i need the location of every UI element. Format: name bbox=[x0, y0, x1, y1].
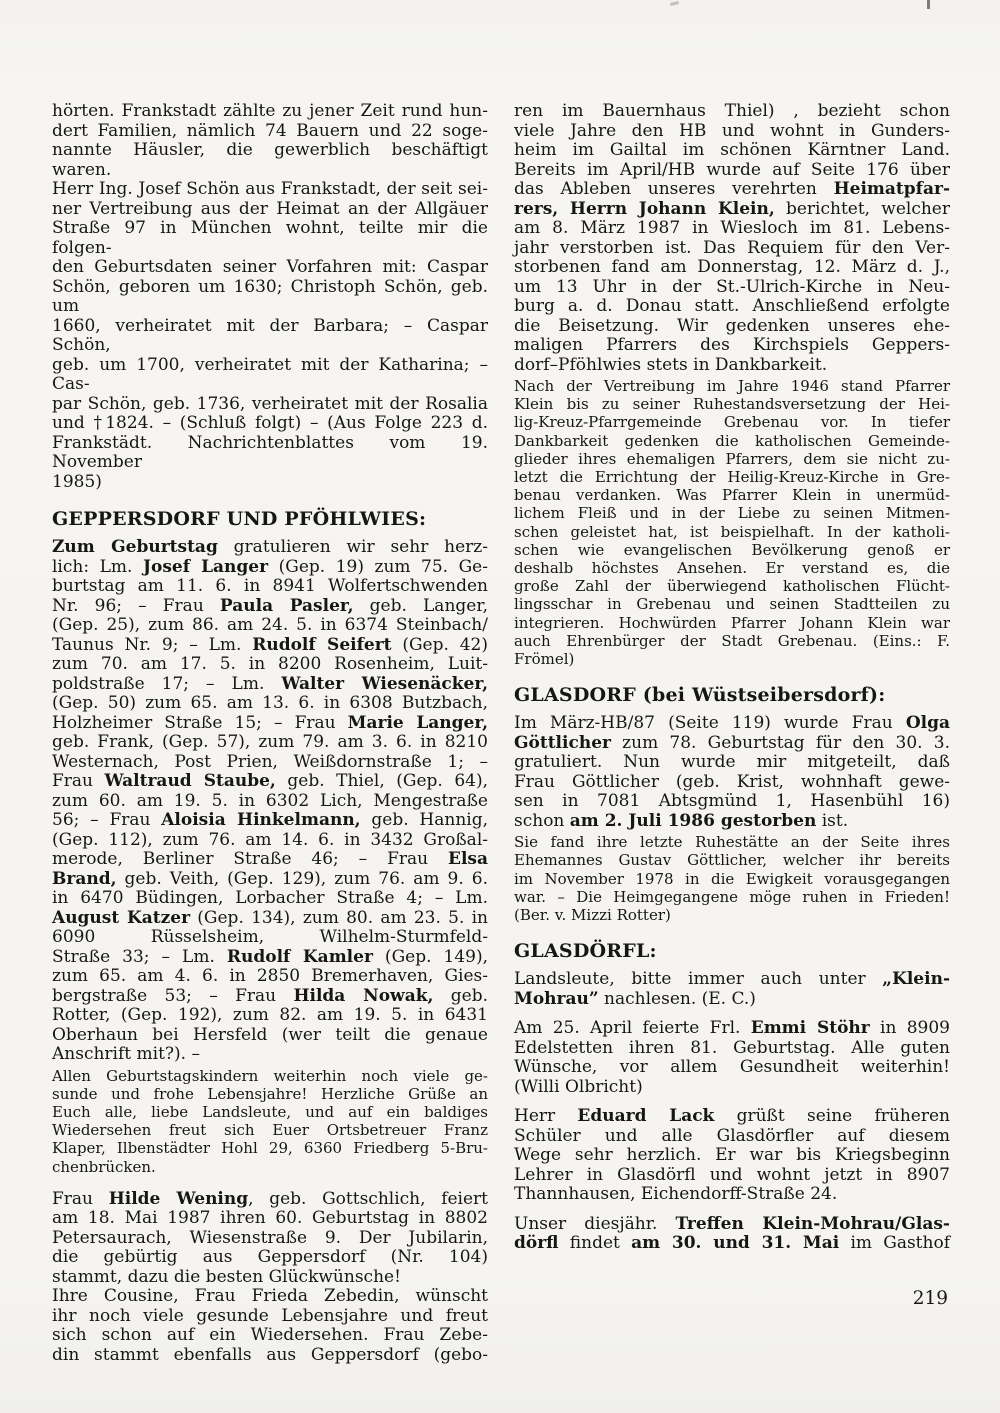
text-run: Edelstetten ihren 81. Geburtstag. Alle guten bbox=[514, 1037, 950, 1058]
text-line bbox=[52, 1307, 488, 1327]
text-line bbox=[514, 258, 950, 278]
text-line bbox=[52, 1346, 488, 1366]
text-line bbox=[514, 413, 950, 431]
text-run: geb. Frank, (Gep. 57), zum 79. am 3. 6. in 8210 bbox=[52, 732, 488, 752]
text-run: zum 60. am 19. 5. in 6302 Lich, Mengestraße bbox=[52, 790, 488, 811]
text-run: Wünsche, vor allem Gesundheit weiterhin! bbox=[514, 1057, 950, 1078]
scan-artifact bbox=[670, 1, 679, 6]
text-run: Frau bbox=[52, 1188, 109, 1209]
section-heading: GLASDÖRFL: bbox=[514, 940, 657, 963]
text-run: heim im Gailtal im schönen Kärntner Land. bbox=[514, 140, 950, 160]
text-line bbox=[514, 297, 950, 317]
text-line bbox=[514, 792, 950, 812]
text-run: schen geleistet hat, ist beispielhaft. In der katholi- bbox=[514, 522, 950, 541]
text-line bbox=[514, 632, 950, 650]
text-run: war. – Die Heimgegangene möge ruhen in Frieden! bbox=[514, 887, 950, 906]
text-line bbox=[52, 948, 488, 968]
text-run: am 18. Mai 1987 ihren 60. Geburtstag in 8802 bbox=[52, 1208, 488, 1229]
section-heading: GLASDORF (bei Wüstseibersdorf): bbox=[514, 684, 886, 707]
text-run: den Geburtsdaten seiner Vorfahren mit: Caspar bbox=[52, 257, 488, 277]
text-line bbox=[52, 141, 488, 180]
text-line bbox=[52, 102, 488, 122]
text-line bbox=[514, 278, 950, 298]
text-run: Klaper, Ilbenstädter Hohl 29, 6360 Friedberg 5-Bru- bbox=[52, 1139, 488, 1158]
text-run: geb. um 1700, verheiratet mit der Katharina; – Cas- bbox=[52, 354, 488, 394]
text-run: letzt die Errichtung der Heilig-Kreuz-Kirche in Gre- bbox=[514, 468, 950, 487]
text-line bbox=[514, 595, 950, 613]
text-run: Im März-HB/87 (Seite 119) wurde Frau bbox=[514, 713, 906, 734]
text-line bbox=[514, 200, 950, 220]
text-run: findet bbox=[558, 1233, 632, 1254]
text-run: sunde und frohe Lebensjahre! Herzliche Grüße an bbox=[52, 1084, 488, 1103]
text-line bbox=[52, 967, 488, 987]
text-line bbox=[514, 753, 950, 773]
bold-text-run: Heimatpfar- bbox=[833, 179, 950, 199]
text-line bbox=[52, 909, 488, 929]
text-run: die gebürtig aus Geppersdorf (Nr. 104) bbox=[52, 1247, 488, 1268]
paragraph bbox=[514, 714, 950, 831]
text-line bbox=[514, 1185, 950, 1205]
text-run: Holzheimer Straße 15; – Frau bbox=[52, 712, 348, 733]
text-line bbox=[52, 772, 488, 792]
text-run: geb. Thiel, (Gep. 64), bbox=[275, 771, 489, 791]
bold-text-run: Marie Langer, bbox=[347, 712, 489, 733]
text-run: chenbrücken. bbox=[52, 1157, 156, 1176]
text-run: Frömel) bbox=[514, 650, 575, 669]
text-line bbox=[514, 559, 950, 577]
text-line bbox=[514, 1234, 950, 1254]
text-run: Schön, geboren um 1630; Christoph Schön, geb. um bbox=[52, 276, 488, 316]
text-line bbox=[52, 538, 488, 558]
text-line bbox=[514, 851, 950, 869]
text-line bbox=[52, 122, 488, 142]
bold-text-run: Treffen Klein-Mohrau/Glas- bbox=[675, 1213, 950, 1234]
paragraph bbox=[52, 102, 488, 492]
bold-text-run: Rudolf Seifert bbox=[252, 634, 392, 655]
text-run: (Ber. v. Mizzi Rotter) bbox=[514, 906, 671, 925]
text-line bbox=[52, 1006, 488, 1026]
text-run: jahr verstorben ist. Das Requiem für den Ver- bbox=[514, 237, 950, 258]
bold-text-run: August Katzer bbox=[52, 907, 191, 928]
text-line bbox=[514, 180, 950, 200]
text-run: Am 25. April feierte Frl. bbox=[514, 1018, 751, 1039]
text-run: Lehrer in Glasdörfl und wohnt jetzt in 8907 bbox=[514, 1164, 950, 1185]
text-line bbox=[52, 1026, 488, 1046]
text-run: viele Jahre den HB und wohnt in Gunders- bbox=[514, 120, 950, 141]
text-line bbox=[514, 714, 950, 734]
text-line bbox=[514, 1215, 950, 1235]
text-line bbox=[52, 655, 488, 675]
paragraph bbox=[514, 102, 950, 375]
text-run: nachlesen. (E. C.) bbox=[598, 988, 756, 1009]
text-run: ren im Bauernhaus Thiel) , bezieht schon bbox=[514, 101, 950, 121]
text-run: (Gep. 112), zum 76. am 14. 6. in 3432 Großal- bbox=[52, 829, 488, 850]
text-line bbox=[52, 811, 488, 831]
text-line bbox=[52, 200, 488, 220]
text-line bbox=[52, 1190, 488, 1210]
text-run: dorf–Pföhlwies stets in Dankbarkeit. bbox=[514, 354, 828, 375]
text-line bbox=[52, 414, 488, 434]
text-run: das Ableben unseres verehrten bbox=[514, 179, 834, 199]
text-run: Nach der Vertreibung im Jahre 1946 stand Pfarrer bbox=[514, 377, 950, 395]
text-run: schen wie evangelischen Bevölkerung genoß er bbox=[514, 540, 950, 559]
text-run: hörten. Frankstadt zählte zu jener Zeit rund hun- bbox=[52, 101, 488, 121]
text-run: storbenen fand am Donnerstag, 12. März d. J., bbox=[514, 257, 950, 277]
text-run: merode, Berliner Straße 46; – Frau bbox=[52, 849, 448, 869]
text-line bbox=[514, 1039, 950, 1059]
text-line bbox=[514, 1058, 950, 1078]
paragraph bbox=[52, 1190, 488, 1366]
bold-text-run: Emmi Stöhr bbox=[750, 1018, 870, 1039]
bold-text-run: Göttlicher bbox=[514, 732, 611, 753]
text-line bbox=[52, 356, 488, 395]
text-line bbox=[52, 694, 488, 714]
text-line bbox=[52, 219, 488, 258]
text-line bbox=[514, 122, 950, 142]
text-run: burg a. d. Donau statt. Anschließend erfolgte bbox=[514, 296, 950, 316]
text-line bbox=[52, 558, 488, 578]
text-line bbox=[52, 317, 488, 356]
text-run: Taunus Nr. 9; – Lm. bbox=[52, 634, 253, 655]
text-run: par Schön, geb. 1736, verheiratet mit der Rosalia bbox=[52, 393, 488, 414]
text-run: Sie fand ihre letzte Ruhestätte an der Seite ihres bbox=[514, 833, 950, 852]
text-line bbox=[52, 1268, 488, 1288]
bold-text-run: am 30. und 31. Mai bbox=[631, 1233, 840, 1254]
text-line bbox=[514, 239, 950, 259]
text-run: Wege sehr herzlich. Er war bis Kriegsbeginn bbox=[514, 1145, 950, 1166]
text-run: Schüler und alle Glasdörfler auf diesem bbox=[514, 1125, 950, 1146]
text-line bbox=[514, 1107, 950, 1127]
text-line bbox=[514, 833, 950, 851]
text-line bbox=[52, 1045, 488, 1065]
text-run: schon bbox=[514, 810, 570, 831]
text-line bbox=[52, 1103, 488, 1121]
text-run: Petersaurach, Wiesenstraße 9. Der Jubilarin, bbox=[52, 1227, 488, 1248]
paragraph bbox=[52, 538, 488, 1065]
bold-text-run: Josef Langer bbox=[142, 556, 269, 577]
text-line bbox=[52, 733, 488, 753]
text-run: zum 65. am 4. 6. in 2850 Bremerhaven, Gies- bbox=[52, 966, 488, 986]
text-run: Klein bis zu seiner Ruhestandsversetzung der Hei- bbox=[514, 395, 950, 414]
bold-text-run: Elsa bbox=[447, 849, 488, 869]
text-line bbox=[52, 278, 488, 317]
bold-text-run: „Klein- bbox=[882, 969, 950, 990]
text-run: 56; – Frau bbox=[52, 810, 162, 830]
text-line bbox=[514, 523, 950, 541]
text-run: (Gep. 19) zum 75. Ge- bbox=[268, 556, 488, 577]
text-run: maligen Pfarrers des Kirchspiels Geppers- bbox=[514, 335, 950, 355]
text-run: in 6470 Büdingen, Lorbacher Straße 4; – Lm. bbox=[52, 888, 488, 908]
text-run: ner Vertreibung aus der Heimat an der Allgäuer bbox=[52, 198, 488, 219]
text-run: (Gep. 134), zum 80. am 23. 5. in bbox=[190, 907, 488, 928]
text-line bbox=[52, 1158, 488, 1176]
paragraph bbox=[514, 833, 950, 924]
text-line bbox=[514, 1127, 950, 1147]
text-run: (Gep. 42) bbox=[391, 634, 488, 655]
text-run: Straße 33; – Lm. bbox=[52, 946, 227, 967]
text-run: poldstraße 17; – Lm. bbox=[52, 673, 282, 694]
section-heading: GEPPERSDORF UND PFÖHLWIES: bbox=[52, 508, 427, 530]
text-run: Herr bbox=[514, 1106, 578, 1127]
text-run: (Gep. 25), zum 86. am 24. 5. in 6374 Steinbach/ bbox=[52, 615, 488, 635]
text-run: ist. bbox=[816, 810, 849, 831]
text-line bbox=[514, 336, 950, 356]
text-run: Landsleute, bitte immer auch unter bbox=[514, 969, 883, 990]
text-line bbox=[52, 577, 488, 597]
text-line bbox=[52, 1085, 488, 1103]
text-run: im Gasthof bbox=[839, 1233, 950, 1254]
text-run: Frau Göttlicher (geb. Krist, wohnhaft gewe- bbox=[514, 771, 950, 792]
text-line bbox=[52, 675, 488, 695]
text-line bbox=[514, 161, 950, 181]
text-run: die Beisetzung. Wir gedenken unseres ehe- bbox=[514, 315, 950, 336]
text-line bbox=[514, 577, 950, 595]
text-line bbox=[52, 987, 488, 1007]
text-run: Oberhaun bei Hersfeld (wer teilt die genaue bbox=[52, 1024, 488, 1045]
text-run: Nr. 96; – Frau bbox=[52, 595, 220, 616]
text-run: Ehemannes Gustav Göttlicher, welcher ihr bereits bbox=[514, 851, 950, 870]
text-run: Allen Geburtstagskindern weiterhin noch viele ge- bbox=[52, 1066, 488, 1085]
text-line bbox=[514, 734, 950, 754]
text-line bbox=[514, 990, 950, 1010]
text-run: geb. Hannig, bbox=[360, 810, 488, 830]
text-run: dert Familien, nämlich 74 Bauern und 22 soge- bbox=[52, 120, 488, 141]
bold-text-run: Waltraud Staube, bbox=[104, 771, 276, 791]
text-run: deshalb höchstes Ansehen. Er verstand es, die bbox=[514, 559, 950, 578]
text-column-right bbox=[514, 102, 950, 1254]
text-run: große Zahl der überwiegend katholischen Flücht- bbox=[514, 577, 950, 596]
text-run: (Gep. 149), bbox=[372, 946, 488, 967]
text-run: 1660, verheiratet mit der Barbara; – Caspar Schön, bbox=[52, 315, 488, 355]
text-run: berichtet, welcher bbox=[774, 198, 950, 219]
text-run: stammt, dazu die besten Glückwünsche! bbox=[52, 1266, 401, 1287]
bold-text-run: am 2. Juli 1986 gestorben bbox=[569, 810, 817, 831]
text-line bbox=[514, 870, 950, 888]
bold-text-run: Hilde Wening bbox=[108, 1188, 249, 1209]
text-run: bergstraße 53; – Frau bbox=[52, 985, 294, 1006]
text-line bbox=[514, 650, 950, 668]
text-line bbox=[52, 850, 488, 870]
text-line bbox=[52, 1209, 488, 1229]
text-line bbox=[514, 1078, 950, 1098]
text-run: gratuliert. Nun wurde mir mitgeteilt, daß bbox=[514, 752, 950, 773]
text-run: am 8. März 1987 in Wiesloch im 81. Lebens- bbox=[514, 218, 950, 238]
text-line bbox=[52, 1067, 488, 1085]
text-line bbox=[52, 180, 488, 200]
text-line bbox=[514, 450, 950, 468]
text-line bbox=[514, 888, 950, 906]
text-run: din stammt ebenfalls aus Geppersdorf (gebo- bbox=[52, 1344, 488, 1365]
text-line bbox=[514, 504, 950, 522]
text-line bbox=[514, 614, 950, 632]
bold-text-run: rers, Herrn Johann Klein, bbox=[514, 198, 775, 219]
text-run: um 13 Uhr in der St.-Ulrich-Kirche in Neu- bbox=[514, 276, 950, 297]
paragraph bbox=[514, 1019, 950, 1097]
text-run: zum 70. am 17. 5. in 8200 Rosenheim, Luit- bbox=[52, 654, 488, 674]
text-line bbox=[52, 870, 488, 890]
text-line bbox=[52, 889, 488, 909]
text-run: Rotter, (Gep. 192), zum 82. am 19. 5. in 6431 bbox=[52, 1005, 488, 1025]
text-run: Frankstädt. Nachrichtenblattes vom 19. November bbox=[52, 432, 488, 472]
text-run: im November 1978 in die Ewigkeit vorausgegangen bbox=[514, 869, 950, 888]
text-run: in 8909 bbox=[869, 1018, 950, 1039]
text-run: integrieren. Hochwürden Pfarrer Johann Klein war bbox=[514, 613, 950, 632]
text-line bbox=[514, 1019, 950, 1039]
text-run: Wiedersehen freut sich Euer Ortsbetreuer Franz bbox=[52, 1121, 488, 1140]
bold-text-run: Walter Wiesenäcker, bbox=[281, 673, 488, 694]
text-run: Unser diesjähr. bbox=[514, 1213, 676, 1234]
text-line bbox=[514, 377, 950, 395]
text-line bbox=[52, 831, 488, 851]
text-run: gratulieren wir sehr herz- bbox=[217, 537, 488, 557]
text-run: Ihre Cousine, Frau Frieda Zebedin, wünscht bbox=[52, 1286, 488, 1307]
text-line bbox=[514, 356, 950, 376]
text-run: geb. Veith, (Gep. 129), zum 76. am 9. 6. bbox=[116, 868, 488, 889]
text-run: geb. Langer, bbox=[353, 595, 488, 616]
text-run: Anschrift mit?). – bbox=[52, 1044, 200, 1064]
text-line bbox=[52, 714, 488, 734]
text-line bbox=[514, 395, 950, 413]
text-line bbox=[52, 792, 488, 812]
text-run: (Willi Olbricht) bbox=[514, 1076, 643, 1097]
page-number: 219 bbox=[912, 1288, 948, 1309]
text-run: und †1824. – (Schluß folgt) – (Aus Folge 223 d. bbox=[52, 413, 488, 433]
text-run: burtstag am 11. 6. in 8941 Wolfertschwenden bbox=[52, 576, 488, 596]
bold-text-run: Zum Geburtstag bbox=[52, 537, 218, 557]
text-line bbox=[514, 468, 950, 486]
text-line bbox=[52, 395, 488, 415]
text-run: Herr Ing. Josef Schön aus Frankstadt, der seit sei- bbox=[52, 179, 488, 199]
text-line bbox=[514, 773, 950, 793]
text-run: Frau bbox=[52, 771, 105, 791]
bold-text-run: Rudolf Kamler bbox=[226, 946, 373, 967]
text-line bbox=[514, 317, 950, 337]
text-line bbox=[52, 473, 488, 493]
text-column-left bbox=[52, 102, 488, 1365]
bold-text-run: Eduard Lack bbox=[577, 1106, 715, 1127]
text-run: auch Ehrenbürger der Stadt Grebenau. (Eins.: F. bbox=[514, 631, 950, 650]
text-run: sich schon auf ein Wiedersehen. Frau Zebe- bbox=[52, 1325, 488, 1346]
text-line bbox=[52, 1139, 488, 1157]
text-line bbox=[52, 616, 488, 636]
text-line bbox=[514, 219, 950, 239]
text-run: 6090 Rüsselsheim, Wilhelm-Sturmfeld- bbox=[52, 927, 488, 947]
text-line bbox=[52, 258, 488, 278]
text-line bbox=[514, 432, 950, 450]
text-run: Dankbarkeit gedenken die katholischen Gemeinde- bbox=[514, 431, 950, 450]
text-line bbox=[52, 753, 488, 773]
text-line bbox=[52, 1248, 488, 1268]
text-line bbox=[514, 486, 950, 504]
text-line bbox=[514, 906, 950, 924]
bold-text-run: Aloisia Hinkelmann, bbox=[161, 810, 361, 830]
text-run: Westernach, Post Prien, Weißdornstraße 1; – bbox=[52, 751, 488, 772]
bold-text-run: dörfl bbox=[514, 1233, 559, 1254]
text-line bbox=[52, 928, 488, 948]
text-line bbox=[514, 1146, 950, 1166]
text-line bbox=[52, 1326, 488, 1346]
bold-text-run: Olga bbox=[905, 713, 950, 734]
bold-text-run: Paula Pasler, bbox=[219, 595, 354, 616]
text-line bbox=[52, 1121, 488, 1139]
text-run: Thannhausen, Eichendorff-Straße 24. bbox=[514, 1184, 838, 1205]
text-run: glieder ihres ehemaligen Pfarrers, dem sie nicht zu- bbox=[514, 449, 950, 468]
text-line bbox=[514, 812, 950, 832]
text-run: , geb. Gottschlich, feiert bbox=[248, 1188, 488, 1209]
bold-text-run: Hilda Nowak, bbox=[293, 985, 434, 1006]
text-run: lich: Lm. bbox=[52, 556, 143, 577]
text-run: 1985) bbox=[52, 471, 102, 492]
text-line bbox=[514, 1166, 950, 1186]
text-run: Bereits im April/HB wurde auf Seite 176 über bbox=[514, 159, 950, 180]
text-run: benau verdanken. Was Pfarrer Klein in unermüd- bbox=[514, 486, 950, 505]
text-run: Euch alle, liebe Landsleute, und auf ein baldiges bbox=[52, 1102, 488, 1121]
text-run: lichem Fleiß und in der Liebe zu seinen Mitmen- bbox=[514, 504, 950, 523]
text-run: ihr noch viele gesunde Lebensjahre und freut bbox=[52, 1305, 488, 1326]
paragraph bbox=[52, 1067, 488, 1176]
text-run: lig-Kreuz-Pfarrgemeinde Grebenau vor. In tiefer bbox=[514, 413, 950, 432]
text-line bbox=[514, 970, 950, 990]
bold-text-run: Brand, bbox=[52, 868, 117, 889]
text-line bbox=[52, 597, 488, 617]
text-line bbox=[52, 1229, 488, 1249]
text-run: grüßt seine früheren bbox=[714, 1106, 950, 1127]
scan-artifact bbox=[927, 0, 930, 9]
text-line bbox=[514, 141, 950, 161]
text-run: sen in 7081 Abtsgmünd 1, Hasenbühl 16) bbox=[514, 791, 950, 812]
text-run: geb. bbox=[433, 985, 488, 1006]
text-line bbox=[52, 434, 488, 473]
paragraph bbox=[514, 1215, 950, 1254]
text-line bbox=[514, 541, 950, 559]
paragraph bbox=[514, 1107, 950, 1205]
text-line bbox=[52, 636, 488, 656]
text-run: nannte Häusler, die gewerblich beschäftigt waren. bbox=[52, 140, 488, 180]
bold-text-run: Mohrau” bbox=[514, 988, 599, 1009]
text-run: lingsschar in Grebenau und seinen Stadtteilen zu bbox=[514, 595, 950, 614]
text-run: zum 78. Geburtstag für den 30. 3. bbox=[610, 732, 950, 753]
text-run: (Gep. 50) zum 65. am 13. 6. in 6308 Butzbach, bbox=[52, 693, 488, 713]
text-line bbox=[514, 102, 950, 122]
text-line bbox=[52, 1287, 488, 1307]
paragraph bbox=[514, 377, 950, 668]
text-run: Straße 97 in München wohnt, teilte mir die folgen- bbox=[52, 218, 488, 258]
paragraph bbox=[514, 970, 950, 1009]
